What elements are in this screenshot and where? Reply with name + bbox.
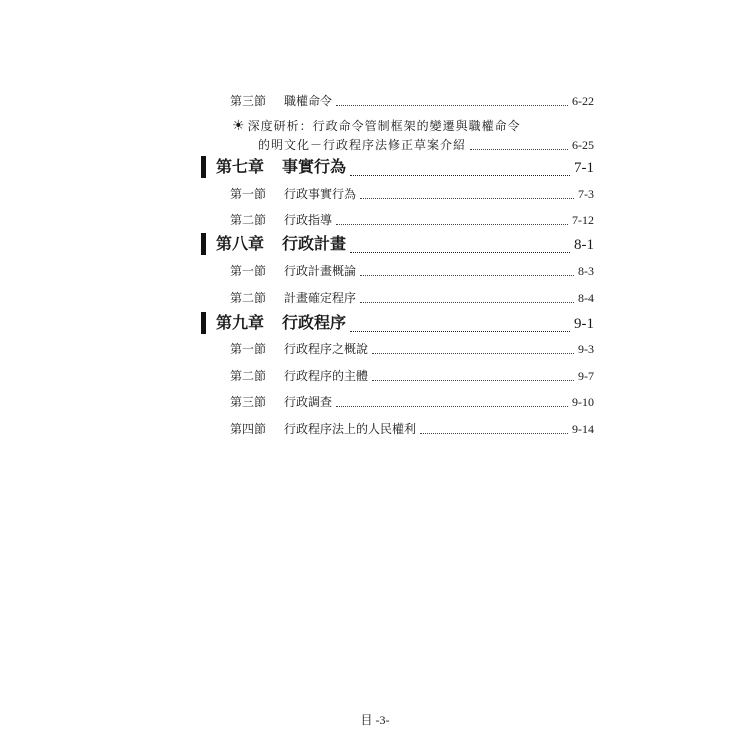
page-number: 8-4	[578, 291, 594, 305]
toc-entry-section	[230, 92, 594, 110]
page-number: 8-3	[578, 264, 594, 278]
page-number: 9-7	[578, 369, 594, 383]
toc-entry-chapter	[205, 310, 594, 336]
section-number: 第一節	[230, 264, 267, 278]
chapter-title: 行政程序	[282, 313, 347, 332]
study-note-line2	[258, 136, 594, 154]
toc-entry-section	[230, 393, 594, 411]
section-number: 第二節	[230, 369, 267, 383]
dot-leader	[336, 105, 568, 106]
page-number: 7-3	[578, 187, 594, 201]
dot-leader	[372, 380, 574, 381]
toc-entry-section	[230, 185, 594, 203]
section-number: 第三節	[230, 94, 267, 108]
chapter-title: 事實行為	[282, 157, 347, 176]
chapter-number: 第七章	[216, 157, 265, 176]
section-number: 第一節	[230, 342, 267, 356]
page-number: 9-10	[572, 395, 594, 409]
section-title: 計畫確定程序	[284, 291, 357, 305]
page-number: 7-1	[574, 160, 594, 176]
section-number: 第二節	[230, 291, 267, 305]
page-number: 8-1	[574, 237, 594, 253]
toc-entry-chapter	[205, 154, 594, 180]
section-number: 第一節	[230, 187, 267, 201]
dot-leader	[350, 252, 570, 253]
chapter-number: 第九章	[216, 313, 265, 332]
section-title: 職權命令	[284, 94, 333, 108]
section-title: 行政計畫概論	[284, 264, 357, 278]
toc-entry-chapter	[205, 231, 594, 257]
study-note-text-1: 深度研析：行政命令管制框架的變遷與職權命令	[247, 119, 521, 133]
section-title: 行政事實行為	[284, 187, 357, 201]
sun-icon: ☀	[232, 118, 246, 134]
chapter-title: 行政計畫	[282, 234, 347, 253]
dot-leader	[336, 406, 568, 407]
page-number: 7-12	[572, 213, 594, 227]
section-number: 第二節	[230, 213, 267, 227]
study-note-line1	[232, 117, 521, 134]
section-number: 第三節	[230, 395, 267, 409]
section-title: 行政程序的主體	[284, 369, 369, 383]
page-number: 6-25	[572, 138, 594, 152]
section-title: 行政指導	[284, 213, 333, 227]
section-number: 第四節	[230, 422, 267, 436]
page-number: 9-1	[574, 316, 594, 332]
dot-leader	[372, 353, 574, 354]
page-footer: 目 -3-	[360, 713, 390, 727]
toc-entry-section	[230, 367, 594, 385]
toc-entry-section	[230, 420, 594, 438]
toc-entry-section	[230, 211, 594, 229]
dot-leader	[470, 149, 568, 150]
dot-leader	[360, 275, 574, 276]
toc-entry-section	[230, 262, 594, 280]
page-number: 9-14	[572, 422, 594, 436]
toc-entry-section	[230, 289, 594, 307]
page-number: 9-3	[578, 342, 594, 356]
dot-leader	[336, 224, 568, 225]
section-title: 行政程序法上的人民權利	[284, 422, 417, 436]
dot-leader	[360, 302, 574, 303]
study-note-text-2: 的明文化－行政程序法修正草案介紹	[258, 138, 467, 152]
dot-leader	[360, 198, 574, 199]
dot-leader	[420, 433, 568, 434]
section-title: 行政程序之概說	[284, 342, 369, 356]
section-title: 行政調查	[284, 395, 333, 409]
dot-leader	[350, 331, 570, 332]
page-number: 6-22	[572, 94, 594, 108]
toc-entry-section	[230, 340, 594, 358]
dot-leader	[350, 175, 570, 176]
chapter-number: 第八章	[216, 234, 265, 253]
chapter-marker-bar	[201, 312, 206, 334]
chapter-marker-bar	[201, 233, 206, 255]
chapter-marker-bar	[201, 156, 206, 178]
